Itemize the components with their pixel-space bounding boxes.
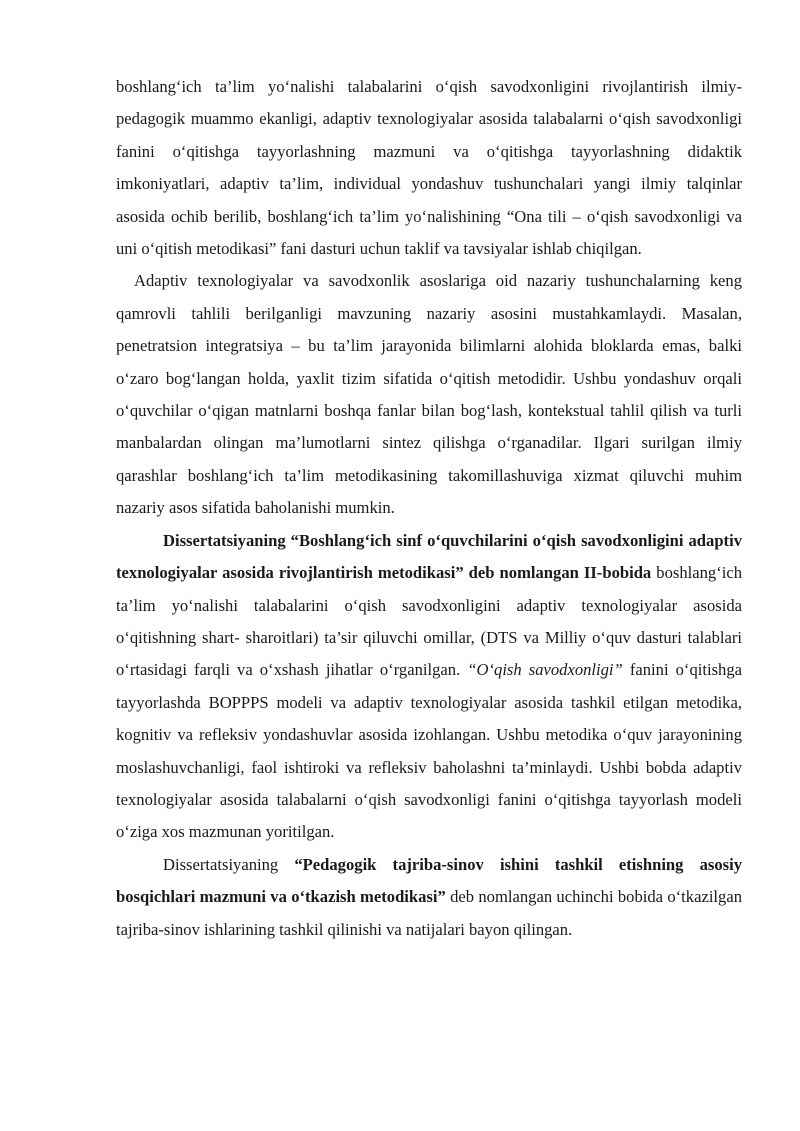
paragraph-1 <box>116 71 742 265</box>
subject-name-italic: “O‘qish savodxonligi” <box>467 660 623 680</box>
document-page <box>116 71 742 946</box>
paragraph-2 <box>116 265 742 524</box>
chapter-3-title-bold: “Pedagogik tajriba-sinov ishini tashkil etishning asosiy bosqichlari mazmuni va o‘tkazish metodikasi” <box>116 854 743 907</box>
paragraph-1-text: boshlang‘ich ta’lim yo‘nalishi talabalarini o‘qish savodxonligini rivojlantirish ilmiy-pedagogik muammo ekanligi, adaptiv texnologiyalar asosida talabalarni o‘qish savodxonligi fanini o‘qitishga tayyorlashning mazmuni va o‘qitishga tayyorlashning didaktik imkoniyatlari, adaptiv ta’lim, individual yondashuv tushunchalari yangi ilmiy talqinlar asosida ochib berilib, boshlang‘ich ta’lim yo‘nalishining “Ona tili – o‘qish savodxonligi va uni o‘qitish metodikasi” fani dasturi uchun taklif va tavsiyalar ishlab chiqilgan. <box>116 77 742 259</box>
paragraph-3 <box>116 525 742 849</box>
paragraph-4-text-b: deb nomlangan uchinchi bobida o‘tkazilgan tajriba-sinov ishlarining tashkil qilinishi va natijalari bayon qilingan. <box>116 887 742 939</box>
chapter-2-title-bold: Dissertatsiyaning “Boshlang‘ich sinf o‘quvchilarini o‘qish savodxonligini adaptiv texnologiyalar asosida rivojlantirish metodikasi” deb nomlangan II-bobida <box>116 530 742 583</box>
paragraph-3-text-b: fanini o‘qitishga tayyorlashda BOPPPS modeli va adaptiv texnologiyalar asosida tashkil etilgan metodika, kognitiv va refleksiv yondashuvlar asosida izohlangan. Ushbu metodika o‘quv jarayonining moslashuvchanligi, faol ishtiroki va refleksiv baholashni ta’minlaydi. Ushbi bobda adaptiv texnologiyalar asosida talabalarni o‘qish savodxonligi fanini o‘qitishga tayyorlash modeli o‘ziga xos mazmunan yoritilgan. <box>116 660 742 842</box>
paragraph-3-text-a: boshlang‘ich ta’lim yo‘nalishi talabalarini o‘qish savodxonligini adaptiv texnologiyalar asosida o‘qitishning shart- sharoitlari) ta’sir qiluvchi omillar, (DTS va Milliy o‘quv dasturi talablari o‘rtasidagi farqli va o‘xshash jihatlar o‘rganilgan. <box>116 563 742 680</box>
paragraph-4-text-a: Dissertatsiyaning <box>163 854 295 874</box>
paragraph-4 <box>116 849 742 946</box>
paragraph-2-text: Adaptiv texnologiyalar va savodxonlik asoslariga oid nazariy tushunchalarning keng qamrovli tahlili berilganligi mavzuning nazariy asosini mustahkamlaydi. Masalan, penetratsion integratsiya – bu ta’lim jarayonida bilimlarni alohida bloklarda emas, balki o‘zaro bog‘langan holda, yaxlit tizim sifatida o‘qitish metodidir. Ushbu yondashuv orqali o‘quvchilar o‘qigan matnlarni boshqa fanlar bilan bog‘lash, kontekstual tahlil qilish va turli manbalardan olingan ma’lumotlarni sintez qilishga o‘rganadilar. Ilgari surilgan ilmiy qarashlar boshlang‘ich ta’lim metodikasining takomillashuviga xizmat qiluvchi muhim nazariy asos sifatida baholanishi mumkin. <box>116 271 742 518</box>
